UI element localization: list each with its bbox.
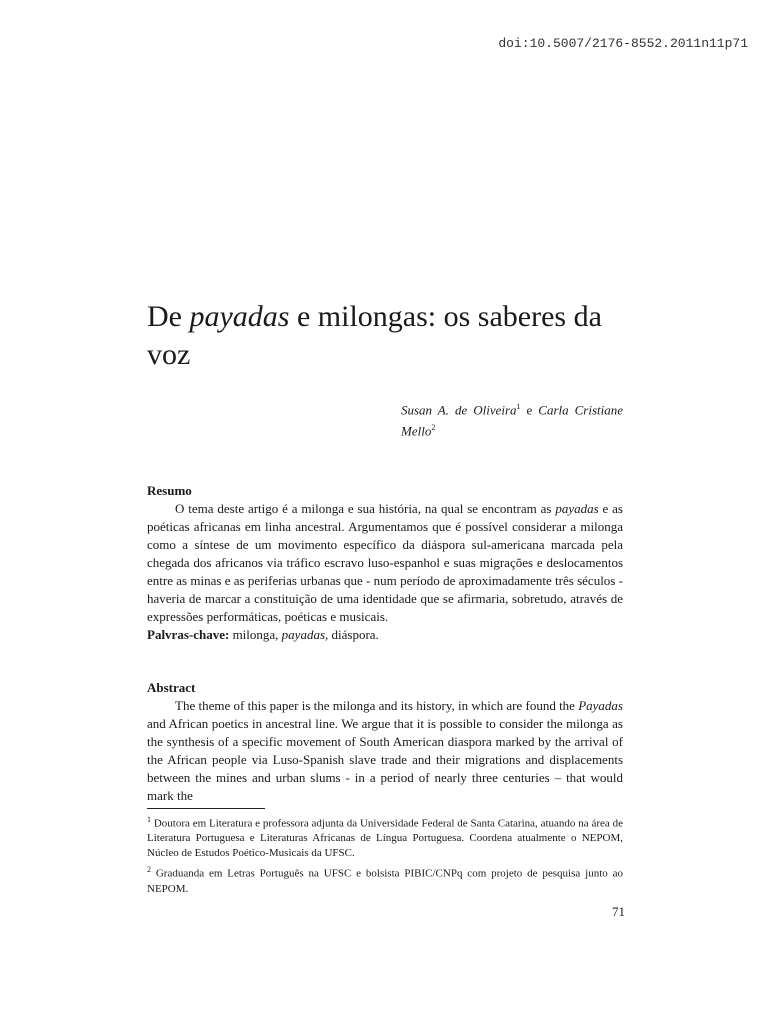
author-2: Carla Cristiane Mello — [401, 402, 623, 439]
resumo-text-italic: payadas — [555, 501, 599, 516]
keywords-start: milonga, — [229, 627, 282, 642]
resumo-text-start: O tema deste artigo é a milonga e sua história, na qual se encontram as — [175, 501, 556, 516]
abstract-section — [147, 679, 623, 805]
footnote-2 — [147, 863, 623, 896]
page-number: 71 — [612, 904, 625, 919]
article-title — [147, 298, 627, 374]
author-1: Susan A. de Oliveira — [401, 402, 517, 418]
resumo-heading: Resumo — [147, 483, 192, 498]
doi-reference: doi:10.5007/2176-8552.2011n11p71 — [498, 36, 748, 51]
keywords-line — [147, 626, 623, 644]
abstract-text-start: The theme of this paper is the milonga and its history, in which are found the — [175, 698, 579, 713]
author-conjunction: e — [520, 402, 539, 418]
footnote-mark-1: 1 — [516, 402, 521, 411]
footnote-2-mark: 2 — [147, 865, 151, 875]
title-post: e milongas: os saberes da voz — [147, 300, 602, 371]
title-italic: payadas — [189, 300, 290, 333]
footnote-1-mark: 1 — [147, 815, 151, 824]
keywords-end: , diáspora. — [325, 627, 379, 642]
author-block — [401, 398, 623, 441]
abstract-paragraph — [147, 697, 623, 805]
resumo-text-end: e as poéticas africanas em linha ancestral. Argumentamos que é possível considerar a milonga como a síntese de um movimento específico da diáspora sul-americana marcada pela chegada dos africanos via tráfico escravo luso-espanhol e suas migrações e deslocamentos entre as minas e as periferias urbanas que - num período de aproximadamente três séculos - haveria de marcar a constituição de uma identidade que se afirmaria, sobretudo, através de expressões performáticas, poéticas e musicais. — [147, 501, 623, 624]
resumo-section — [147, 482, 623, 644]
abstract-heading: Abstract — [147, 680, 196, 695]
resumo-paragraph — [147, 500, 623, 626]
footnote-2-text: Graduanda em Letras Português na UFSC e bolsista PIBIC/CNPq com projeto de pesquisa junto ao NEPOM. — [147, 868, 623, 895]
footnote-1-text: Doutora em Literatura e professora adjunta da Universidade Federal de Santa Catarina, atuando na área de Literatura Portuguesa e Literaturas Africanas de Língua Portuguesa. Coordena atualmente o NEPOM, Núcleo de Estudos Poético-Musicais da UFSC. — [147, 817, 623, 859]
title-pre: De — [147, 300, 190, 333]
abstract-text-italic: Payadas — [578, 698, 623, 713]
footnote-1 — [147, 813, 623, 860]
keywords-italic: payadas — [281, 627, 326, 642]
footnotes — [147, 813, 623, 899]
footnote-divider — [147, 808, 265, 809]
footnote-mark-2: 2 — [431, 423, 436, 433]
keywords-label: Palvras-chave: — [147, 627, 230, 642]
abstract-text-end: and African poetics in ancestral line. We argue that it is possible to consider the milonga as the synthesis of a specific movement of South American diaspora marked by the arrival of the African people via Luso-Spanish slave trade and their migrations and displacements between the mines and urban slums - in a period of nearly three centuries – that would mark the — [147, 716, 623, 803]
